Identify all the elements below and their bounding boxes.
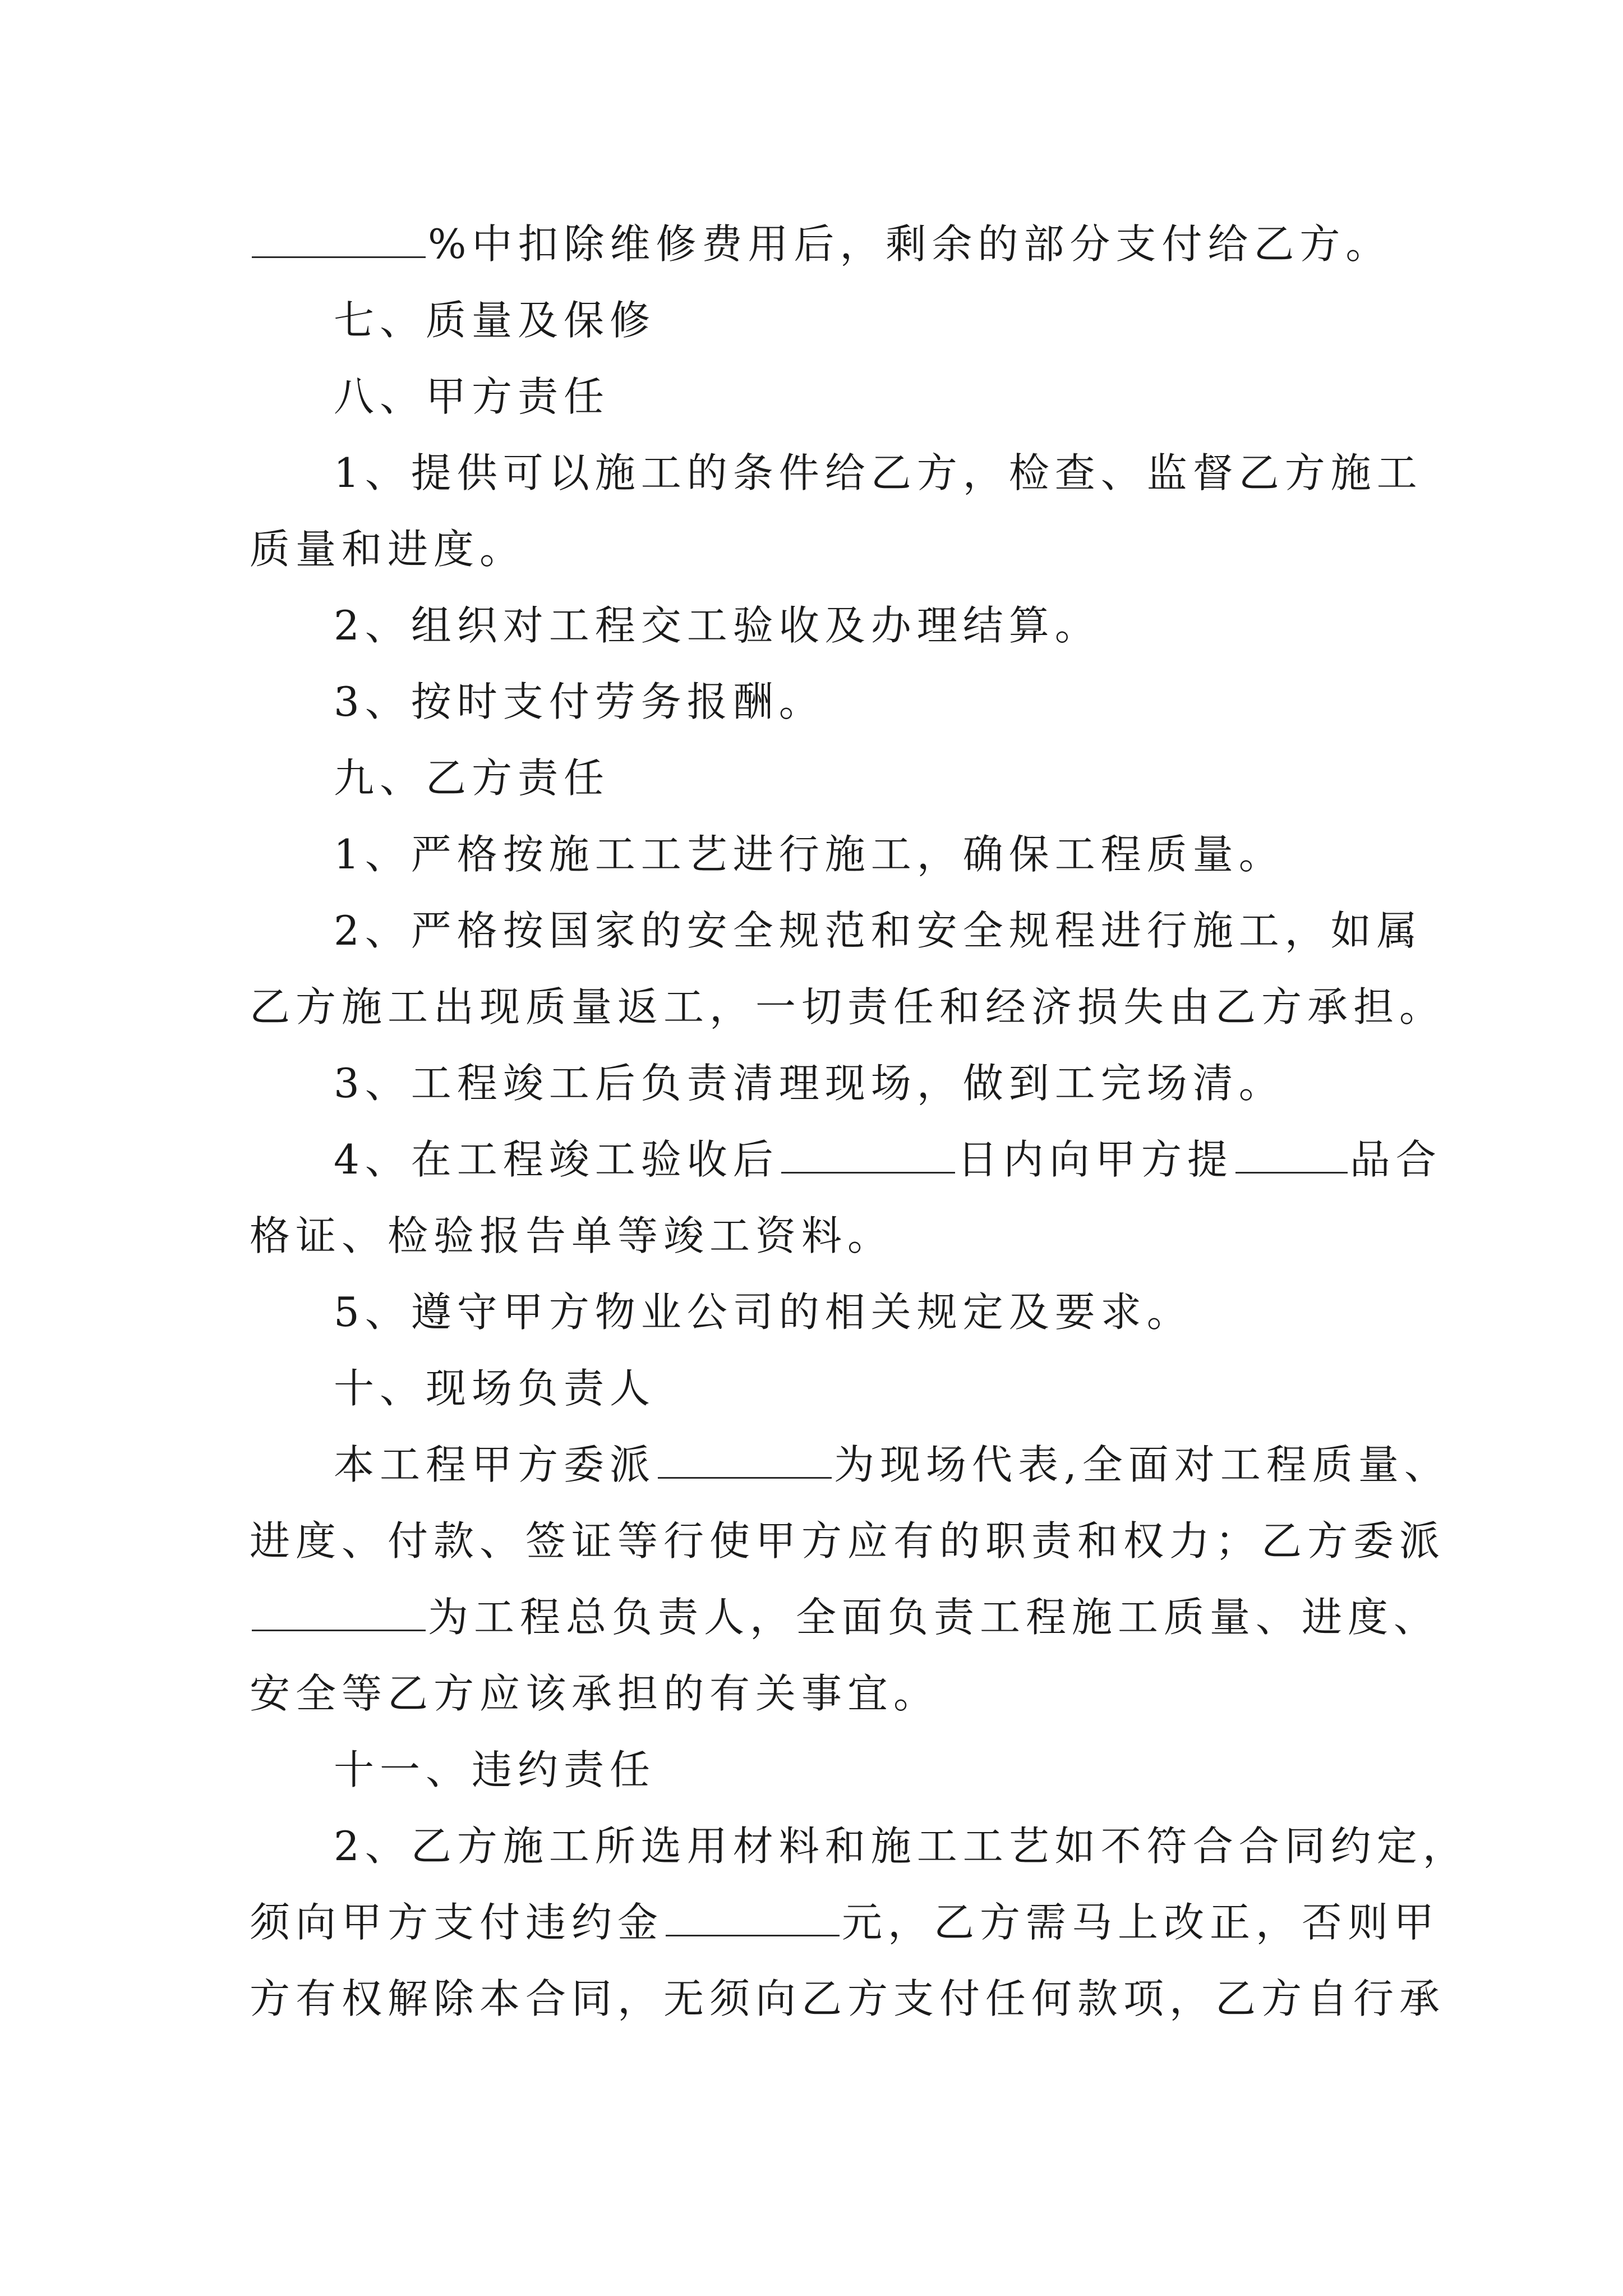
paragraph-line — [250, 521, 525, 577]
fill-in-blank — [658, 1443, 832, 1479]
line-text: 七、质量及保修 — [334, 297, 656, 344]
paragraph-line — [250, 1971, 1445, 2027]
line-text: 本工程甲方委派 — [334, 1441, 656, 1488]
fill-in-blank — [666, 1901, 840, 1936]
line-text: 3、按时支付劳务报酬。 — [334, 678, 825, 725]
line-text: 品合 — [1349, 1136, 1442, 1183]
paragraph-line — [334, 1437, 1450, 1493]
paragraph-line — [250, 1665, 939, 1722]
fill-in-blank — [781, 1138, 955, 1174]
line-text: 九、乙方责任 — [334, 754, 610, 802]
line-text: 3、工程竣工后负责清理现场，做到工完场清。 — [334, 1060, 1285, 1107]
paragraph-line — [334, 369, 610, 425]
line-text: 质量和进度。 — [250, 526, 526, 573]
paragraph-line — [250, 1208, 893, 1264]
paragraph-line — [250, 1894, 1440, 1950]
paragraph-line — [334, 1055, 1285, 1111]
line-text: 1、严格按施工工艺进行施工，确保工程质量。 — [334, 831, 1285, 878]
line-text: 4、在工程竣工验收后 — [334, 1136, 779, 1183]
line-text: 元，乙方需马上改正，否则甲 — [842, 1899, 1440, 1946]
line-text: 安全等乙方应该承担的有关事宜。 — [250, 1670, 940, 1717]
line-text: 日内向甲方提 — [957, 1136, 1233, 1183]
paragraph-line — [334, 903, 1423, 959]
paragraph-line — [334, 674, 825, 730]
line-text: 5、遵守甲方物业公司的相关规定及要求。 — [334, 1289, 1193, 1336]
paragraph-line — [334, 1742, 656, 1798]
paragraph-line — [334, 1818, 1469, 1874]
line-text: 十一、违约责任 — [334, 1746, 656, 1793]
line-text: 1、提供可以施工的条件给乙方，检查、监督乙方施工 — [334, 449, 1423, 496]
line-text: 乙方施工出现质量返工，一切责任和经济损失由乙方承担。 — [250, 983, 1446, 1030]
line-text: 方有权解除本合同，无须向乙方支付任何款项，乙方自行承 — [250, 1975, 1446, 2022]
paragraph-line — [334, 1131, 1442, 1188]
paragraph-line — [250, 216, 1391, 272]
line-text: 进度、付款、签证等行使甲方应有的职责和权力；乙方委派 — [250, 1517, 1446, 1565]
line-text: 2、组织对工程交工验收及办理结算。 — [334, 602, 1101, 649]
line-text: 2、严格按国家的安全规范和安全规程进行施工，如属 — [334, 907, 1423, 954]
line-text: 为工程总负责人，全面负责工程施工质量、进度、 — [428, 1594, 1440, 1641]
line-text: %中扣除维修费用后，剩余的部分支付给乙方。 — [428, 220, 1392, 268]
paragraph-line — [334, 292, 656, 348]
paragraph-line — [334, 826, 1285, 882]
paragraph-line — [250, 1513, 1445, 1569]
line-text: 2、乙方施工所选用材料和施工工艺如不符合合同约定， — [334, 1823, 1469, 1870]
line-text: 须向甲方支付违约金 — [250, 1899, 664, 1946]
fill-in-blank — [252, 1596, 426, 1631]
paragraph-line — [250, 1589, 1440, 1645]
fill-in-blank — [1235, 1138, 1348, 1174]
fill-in-blank — [252, 223, 426, 258]
line-text: 八、甲方责任 — [334, 373, 610, 420]
line-text: 格证、检验报告单等竣工资料。 — [250, 1212, 894, 1259]
line-text: 为现场代表,全面对工程质量、 — [834, 1441, 1450, 1488]
paragraph-line — [334, 750, 610, 806]
paragraph-line — [334, 1360, 656, 1416]
paragraph-line — [250, 979, 1445, 1035]
line-text: 十、现场负责人 — [334, 1365, 656, 1412]
paragraph-line — [334, 597, 1101, 654]
paragraph-line — [334, 445, 1423, 501]
paragraph-line — [334, 1284, 1193, 1340]
